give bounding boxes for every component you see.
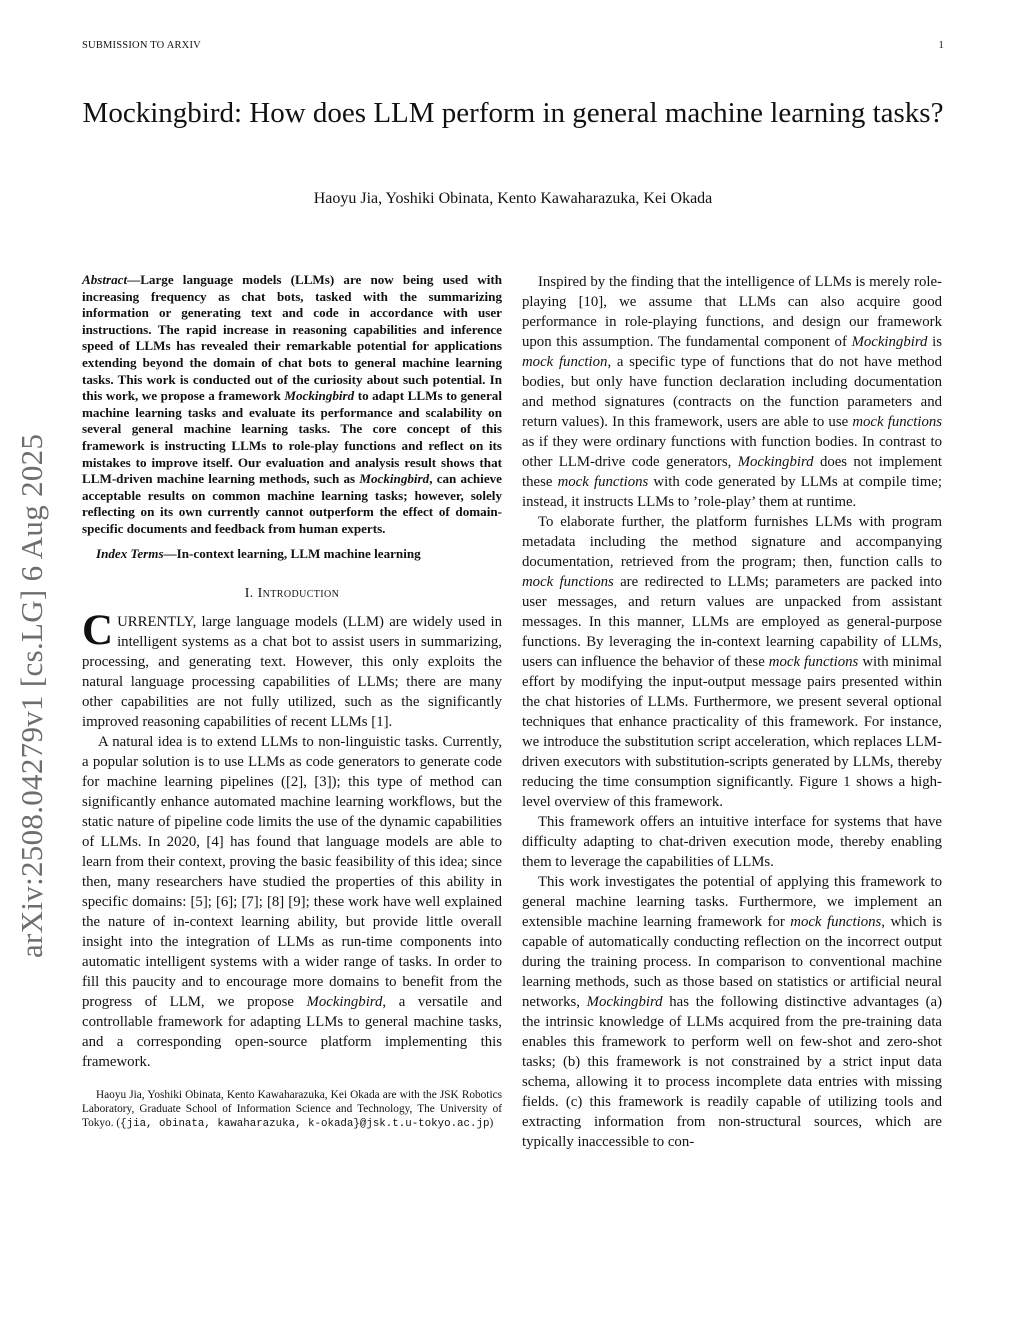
framework-name: Mockingbird [284, 388, 355, 404]
page-number: 1 [938, 40, 944, 51]
intro-paragraph-1: CURRENTLY, large language models (LLM) are widely used in intelligent systems as a chat bot to assist users in summarizing, processing, and generating text. However, this only exploits the natural language processing capabilities of LLMs; there are many other capabilities are not fully utilized, such as the significantly improved reasoning capabilities of recent LLMs [1]. [82, 607, 502, 731]
author-list: Haoyu Jia, Yoshiki Obinata, Kento Kawaharazuka, Kei Okada [313, 190, 713, 207]
paper-title: Mockingbird: How does LLM perform in general machine learning tasks? [82, 97, 944, 129]
index-terms-label: Index Terms [96, 545, 164, 561]
intro-paragraph-6: This work investigates the potential of applying this framework to general machine learning tasks. Furthermore, we implement an extensible machine learning framework for mock functions, which is capable of automatically conducting reflection on the incorrect output during the training process. In comparison to conventional machine learning methods, such as those based on statistics or artificial neural networks, Mockingbird has the following distinctive advantages (a) the intrinsic knowledge of LLMs acquired from the pre-training data enables this framework to perform well on few-shot and zero-shot tasks; (b) this framework is not constrained by a strict input data schema, allowing it to process incomplete data entries with missing fields. (c) this framework is readily capable of utilizing tools and extracting information from non-structural sources, which are typically inaccessible to con- [522, 874, 943, 1150]
intro-paragraph-5: This framework offers an intuitive interface for systems that have difficulty adapting to chat-driven execution mode, thereby enabling them to leverage the capabilities of LLMs. [522, 814, 942, 870]
arxiv-identifier: arXiv:2508.04279v1 [cs.LG] 6 Aug 2025 [14, 433, 49, 958]
author-affiliation-footnote: Haoyu Jia, Yoshiki Obinata, Kento Kawaharazuka, Kei Okada are with the JSK Robotics Laboratory, Graduate School of Information Science and Technology, The University of Tokyo. ({jia, obinata, kawaharazuka, k-okada}@jsk.t.u-tokyo.ac.jp) [82, 1089, 502, 1131]
index-terms: Index Terms—In-context learning, LLM machine learning [96, 545, 421, 561]
section-heading-introduction: I. Introduction [244, 586, 340, 602]
intro-paragraph-4: To elaborate further, the platform furnishes LLMs with program metadata including the method signature and accompanying documentation, retrieved from the program; then, function calls to mock functions are redirected to LLMs; parameters are packed into user messages, and return values are unpacked from assistant messages. In this manner, LLMs are employed as general-purpose functions. By leveraging the in-context learning capability of LLMs, users can influence the behavior of these mock functions with minimal effort by modifying the input-output message pairs presented within the chat histories of LLMs. Furthermore, we present several optional techniques that enhance practicality of this framework. For instance, we introduce the substitution script acceleration, which replaces LLM-driven executors with substitution-scripts generated by LLMs, thereby reducing the time consumption significantly. Figure 1 shows a high-level overview of this framework. [522, 514, 943, 810]
drop-cap: C [82, 607, 114, 655]
running-head-text: SUBMISSION TO ARXIV [82, 40, 201, 51]
intro-paragraph-2: A natural idea is to extend LLMs to non-linguistic tasks. Currently, a popular solution is to use LLMs as code generators to generate code for machine learning pipelines ([2], [3]); this type of method can significantly enhance automated machine learning workflows, but the static nature of pipeline code limits the use of the dynamic capabilities of LLMs. In 2020, [4] has found that language models are able to learn from their context, proving the basic feasibility of this idea; since then, many researchers have studied the properties of this ability in specific domains: [5]; [6]; [7]; [8] [9]; these work have well explained the nature of in-context learning ability, but provide little overall insight into the integration of LLMs as run-time components into automatic intelligent systems with a wider range of tasks. In order to fill this paucity and to encourage more domains to benefit from the progress of LLM, we propose Mockingbird, a versatile and controllable framework for adapting LLMs to general machine tasks, and a corresponding open-source platform implementing this framework. [82, 734, 502, 1071]
left-column [82, 272, 502, 1131]
right-column [522, 272, 942, 1152]
running-head [82, 40, 944, 51]
framework-name: Mockingbird [359, 471, 430, 487]
abstract: Abstract—Large language models (LLMs) are now being used with increasing frequency as chat bots, tasked with the summarizing information or generating text and code in accordance with user instructions. The rapid increase in reasoning capabilities and inference speed of LLMs has revealed their remarkable potential for applications extending beyond the domain of chat bots to general machine learning tasks. This work is conducted out of the curiosity about such potential. In this work, we propose a framework Mockingbird to adapt LLMs to general machine learning tasks and evaluate its performance and scalability on several general machine learning tasks. The core concept of this framework is instructing LLMs to role-play functions and reflect on its mistakes to improve itself. Our evaluation and analysis result shows that LLM-driven machine learning methods, such as Mockingbird, can achieve acceptable results on common machine learning tasks; however, solely reflecting on its own currently cannot outperform the effect of domain-specific documents and feedback from human experts. [82, 272, 502, 536]
intro-paragraph-3: Inspired by the finding that the intelligence of LLMs is merely role-playing [10], we assume that LLMs can also acquire good performance in role-playing functions, and design our framework upon this assumption. The fundamental component of Mockingbird is mock function, a specific type of functions that do not have method bodies, but only have function declaration including documentation and method signatures (contracts on the function parameters and return values). In this framework, users are able to use mock functions as if they were ordinary functions with function bodies. In contrast to other LLM-drive code generators, Mockingbird does not implement these mock functions with code generated by LLMs at compile time; instead, it instructs LLMs to ’role-play’ them at runtime. [522, 274, 943, 510]
author-emails: {jia, obinata, kawaharazuka, k-okada}@jsk.t.u-tokyo.ac.jp [120, 1118, 490, 1131]
abstract-label: Abstract [82, 272, 128, 287]
